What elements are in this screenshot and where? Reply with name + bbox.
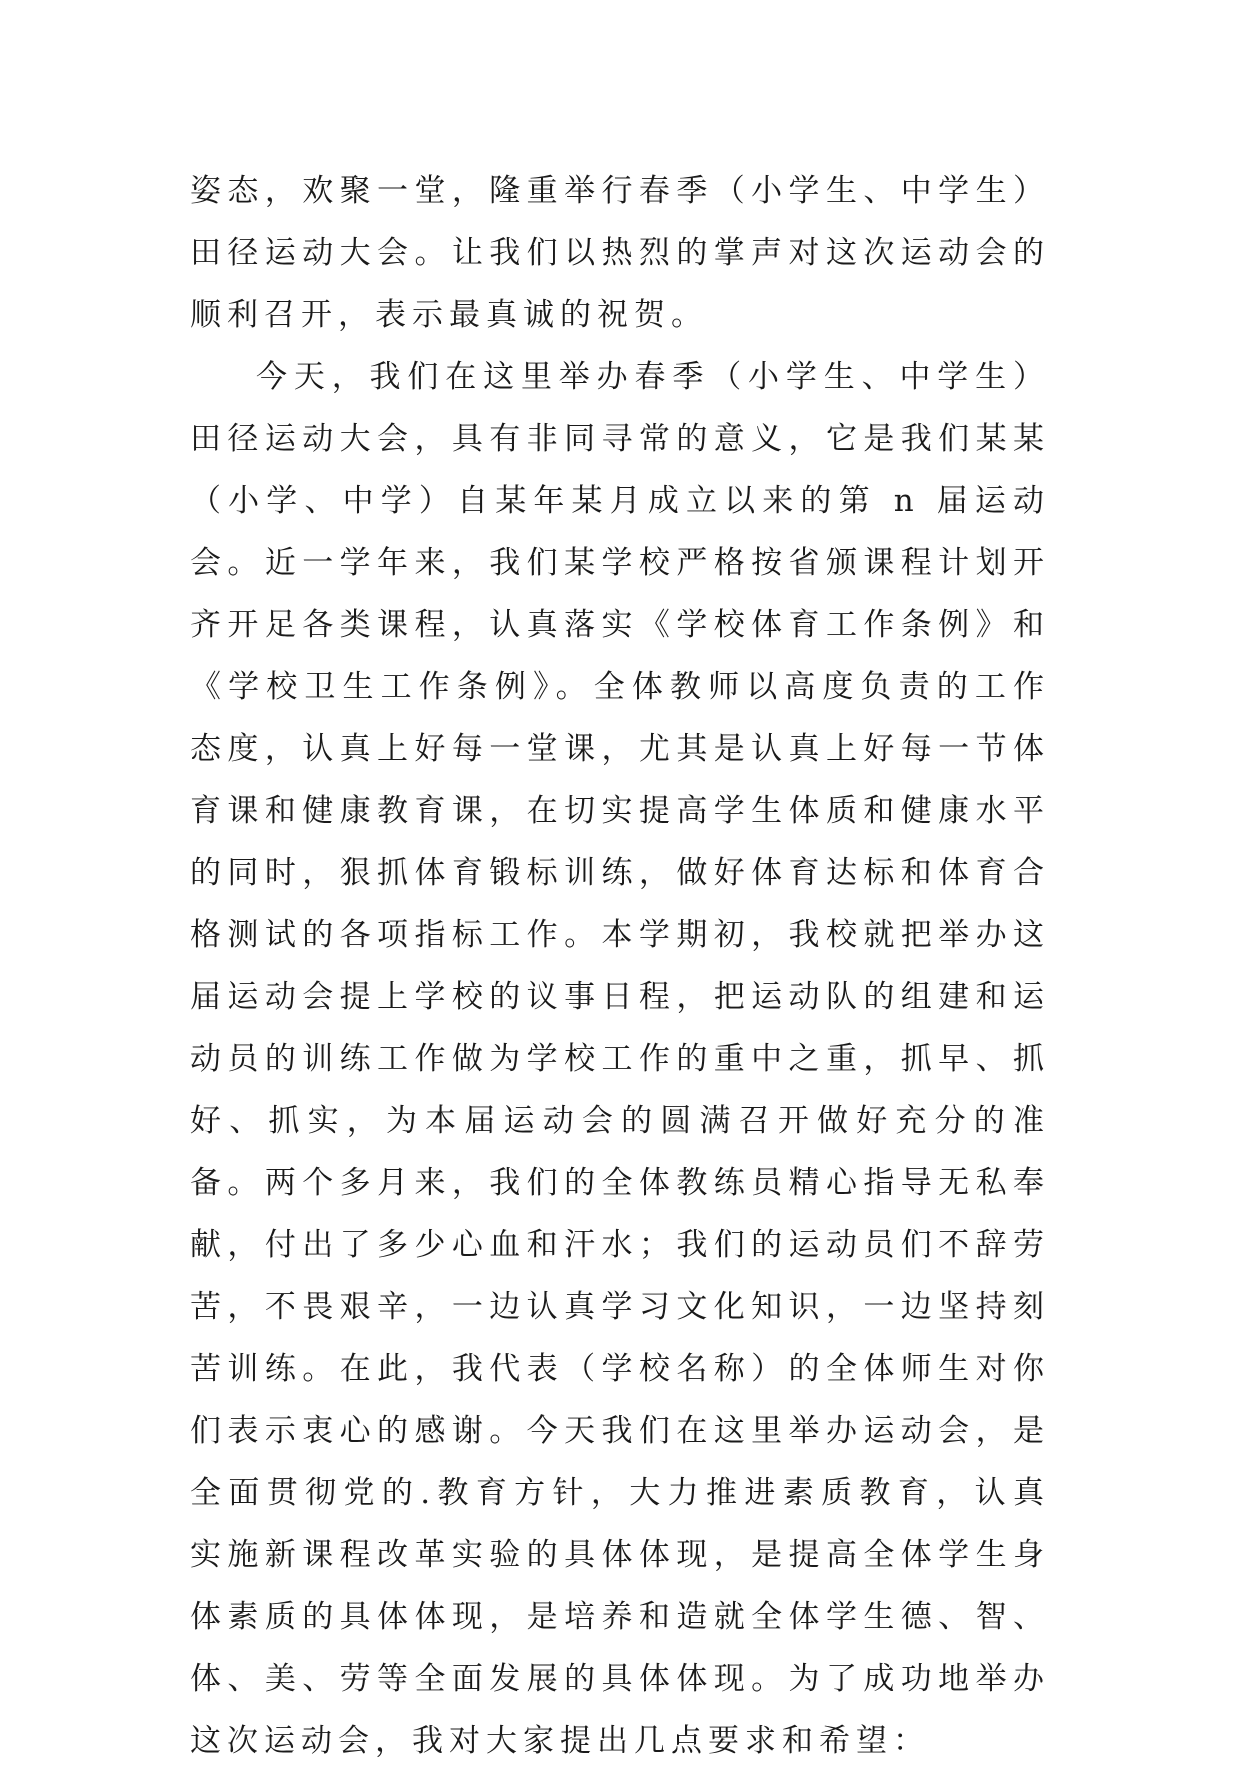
document-body (190, 160, 1050, 1772)
paragraph-main: 今天，我们在这里举办春季（小学生、中学生）田径运动大会，具有非同寻常的意义，它是我们某某（小学、中学）自某年某月成立以来的第 n 届运动会。近一学年来，我们某学校严格按省颁课程计划开齐开足各类课程，认真落实《学校体育工作条例》和《学校卫生工作条例》。全体教师以高度负责的工作态度，认真上好每一堂课，尤其是认真上好每一节体育课和健康教育课，在切实提高学生体质和健康水平的同时，狠抓体育锻标训练，做好体育达标和体育合格测试的各项指标工作。本学期初，我校就把举办这届运动会提上学校的议事日程，把运动队的组建和运动员的训练工作做为学校工作的重中之重，抓早、抓好、抓实，为本届运动会的圆满召开做好充分的准备。两个多月来，我们的全体教练员精心指导无私奉献，付出了多少心血和汗水；我们的运动员们不辞劳苦，不畏艰辛，一边认真学习文化知识，一边坚持刻苦训练。在此，我代表（学校名称）的全体师生对你们表示衷心的感谢。今天我们在这里举办运动会，是全面贯彻党的.教育方针，大力推进素质教育，认真实施新课程改革实验的具体体现，是提高全体学生身体素质的具体体现，是培养和造就全体学生德、智、体、美、劳等全面发展的具体体现。为了成功地举办这次运动会，我对大家提出几点要求和希望： (190, 359, 1050, 1759)
paragraph-opening: 姿态，欢聚一堂，隆重举行春季（小学生、中学生）田径运动大会。让我们以热烈的掌声对这次运动会的顺利召开，表示最真诚的祝贺。 (190, 173, 1050, 333)
